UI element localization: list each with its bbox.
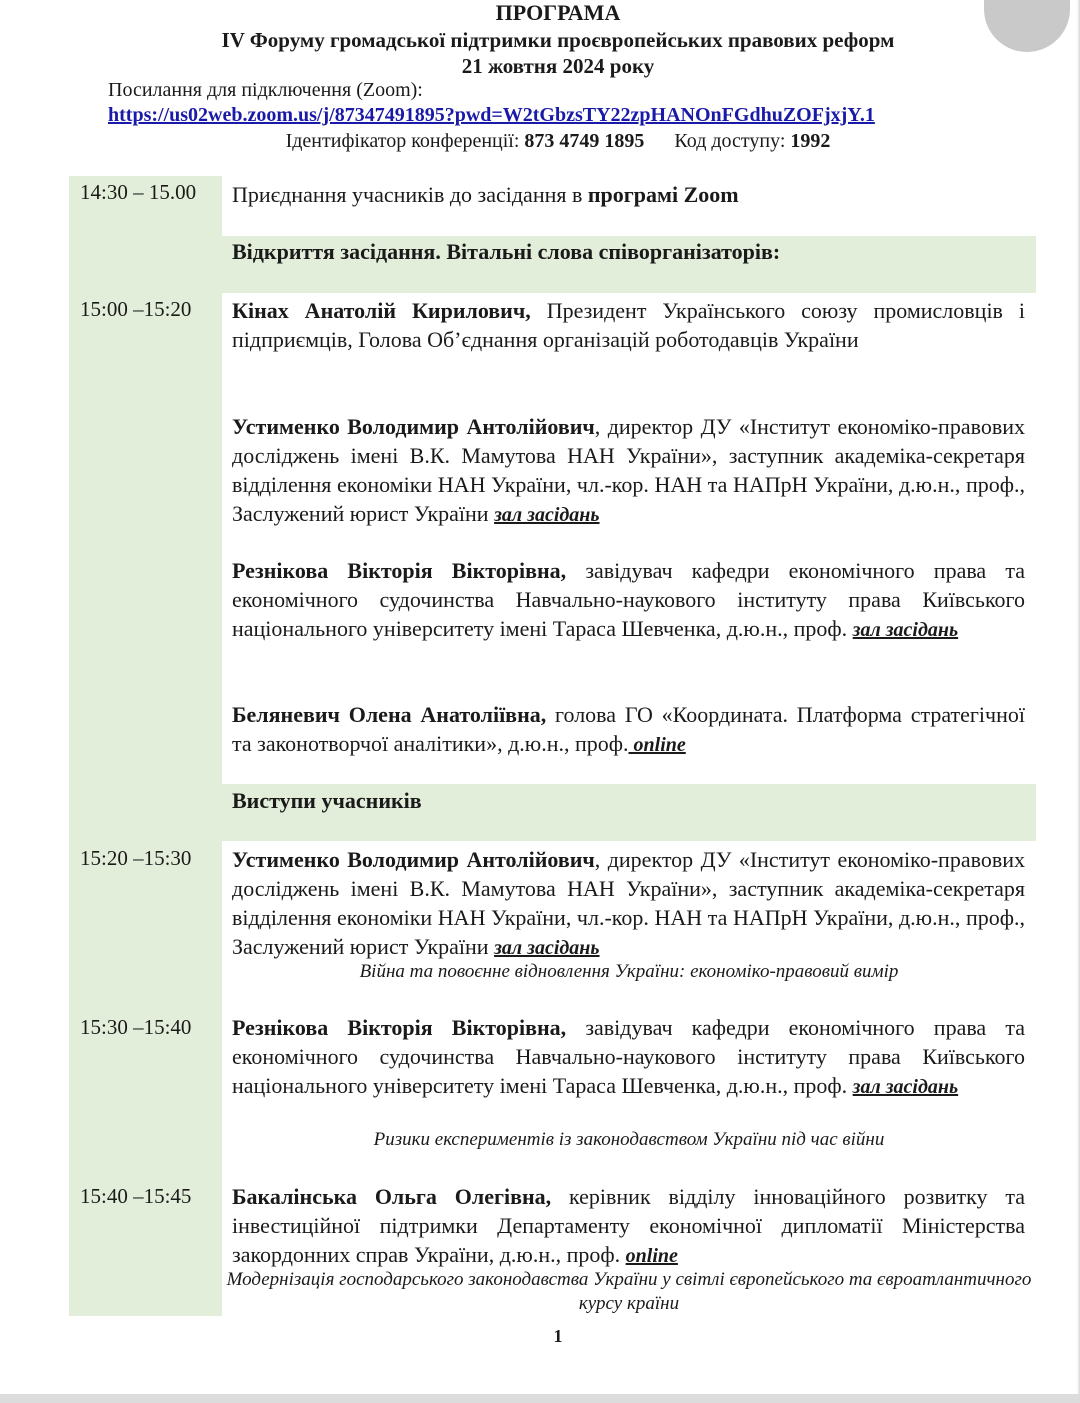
conference-id: 873 4749 1895	[524, 130, 645, 152]
bottom-edge	[0, 1394, 1080, 1403]
join-entry	[232, 180, 1025, 209]
forum-subtitle: IV Форуму громадської підтримки проєвропейських правових реформ	[221, 28, 895, 52]
speeches-section-title: Виступи учасників	[232, 788, 422, 813]
venue-link[interactable]: зал засідань	[852, 1076, 959, 1098]
speaker-entry	[232, 412, 1025, 530]
access-code-label: Код доступу:	[674, 130, 786, 152]
speech-entry	[232, 1182, 1025, 1271]
venue-link[interactable]: зал засідань	[494, 937, 600, 959]
speaker-name: Устименко Володимир Антолійович	[232, 414, 595, 439]
conference-credentials	[0, 128, 1080, 154]
join-text: Приєднання учасників до засідання в	[232, 182, 588, 207]
access-code: 1992	[790, 130, 831, 152]
forum-date: 21 жовтня 2024 року	[461, 54, 655, 78]
page-number: 1	[553, 1326, 563, 1346]
speaker-name: Беляневич Олена Анатоліївна,	[232, 702, 547, 727]
speaker-name: Резнікова Вікторія Вікторівна,	[232, 1015, 567, 1040]
speech-entry	[232, 845, 1025, 963]
speaker-name: Бакалінська Ольга Олегівна,	[232, 1184, 552, 1209]
join-text-bold: програмі Zoom	[587, 182, 739, 207]
speaker-entry	[232, 700, 1025, 760]
speech-topic: Модернізація господарського законодавства України у світлі європейського та євроатлантичного курсу країни	[226, 1269, 1032, 1314]
speaker-desc: , директор ДУ «Інститут економіко-правових досліджень імені В.К. Мамутова НАН України», заступник академіка-секретаря відділення економіки НАН України, чл.-кор. НАН та НАПрН України, д.ю.н., проф., Заслужений юрист України	[232, 414, 1025, 526]
speaker-desc: керівник відділу інноваційного розвитку та інвестиційної підтримки Департаменту економічної дипломатії Міністерства закордонних справ України, д.ю.н., проф.	[232, 1184, 1025, 1267]
speaker-name: Кінах Анатолій Кирилович,	[232, 298, 531, 323]
speech-topic: Ризики експериментів із законодавством України під час війни	[373, 1129, 885, 1150]
zoom-link-label: Посилання для підключення (Zoom):	[108, 79, 423, 101]
speaker-desc: , директор ДУ «Інститут економіко-правових досліджень імені В.К. Мамутова НАН України», заступник академіка-секретаря відділення економіки НАН України, чл.-кор. НАН та НАПрН України, д.ю.н., проф., Заслужений юрист України	[232, 847, 1025, 959]
speaker-entry	[232, 296, 1025, 354]
speaker-desc: Президент Українського союзу промисловців і підприємців, Голова Об’єднання організацій роботодавців України	[232, 298, 1025, 352]
time-speech: 15:20 –15:30	[80, 846, 192, 870]
time-join: 14:30 – 15.00	[80, 180, 197, 204]
speech-entry	[232, 1013, 1025, 1102]
venue-link[interactable]: online	[625, 1245, 678, 1267]
zoom-link[interactable]: https://us02web.zoom.us/j/87347491895?pwd=W2tGbzsTY22zpHANOnFGdhuZOFjxjY.1	[108, 104, 875, 126]
venue-link[interactable]: зал засідань	[852, 619, 959, 641]
time-column	[69, 176, 222, 1316]
program-title: ПРОГРАМА	[495, 0, 621, 25]
speaker-name: Устименко Володимир Антолійович	[232, 847, 595, 872]
venue-link[interactable]: online	[628, 734, 686, 756]
speaker-desc: голова ГО «Координата. Платформа стратегічної та законотворчої аналітики», д.ю.н., проф.	[232, 702, 1025, 756]
venue-link[interactable]: зал засідань	[494, 504, 600, 526]
speaker-name: Резнікова Вікторія Вікторівна,	[232, 558, 567, 583]
speech-topic: Війна та повоєнне відновлення України: економіко-правовий вимір	[359, 961, 899, 982]
opening-section-title: Відкриття засідання. Вітальні слова співорганізаторів:	[232, 239, 781, 264]
time-opening: 15:00 –15:20	[80, 297, 192, 321]
speaker-entry	[232, 556, 1025, 645]
time-speech: 15:40 –15:45	[80, 1184, 192, 1208]
speaker-desc: завідувач кафедри економічного права та економічного судочинства Навчально-наукового інституту права Київського національного університету імені Тараса Шевченка, д.ю.н., проф.	[232, 558, 1025, 641]
conference-id-label: Ідентифікатор конференції:	[285, 130, 520, 152]
time-speech: 15:30 –15:40	[80, 1015, 192, 1039]
speaker-desc: завідувач кафедри економічного права та економічного судочинства Навчально-наукового інституту права Київського національного університету імені Тараса Шевченка, д.ю.н., проф.	[232, 1015, 1025, 1098]
